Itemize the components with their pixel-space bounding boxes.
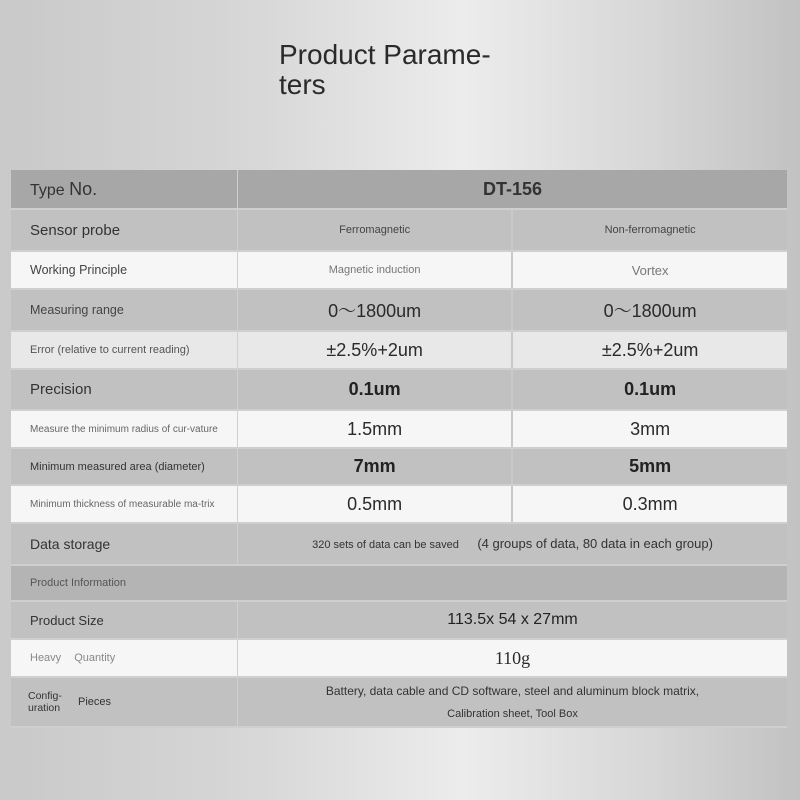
table-row bbox=[11, 331, 787, 369]
row-value-ferro: 0.5mm bbox=[238, 485, 513, 523]
row-value-ferro: Magnetic induction bbox=[238, 251, 513, 289]
row-value-nonferro: 3mm bbox=[512, 410, 787, 448]
data-storage-row bbox=[11, 523, 787, 565]
model-number: DT-156 bbox=[482, 178, 543, 199]
configuration-label-b: Pieces bbox=[78, 696, 112, 708]
weight-value: 110g bbox=[238, 639, 788, 677]
row-label: Working Principle bbox=[11, 251, 238, 289]
row-value-ferro: 7mm bbox=[238, 448, 513, 485]
row-value-ferro: 1.5mm bbox=[238, 410, 513, 448]
table-row bbox=[11, 251, 787, 289]
row-value-ferro: 0.1um bbox=[238, 369, 513, 410]
model-cell bbox=[238, 170, 788, 209]
table-row bbox=[11, 448, 787, 485]
configuration-label-a: Config-uration bbox=[28, 690, 62, 714]
row-value-nonferro: 0.1um bbox=[512, 369, 787, 410]
data-storage-value bbox=[238, 523, 788, 565]
configuration-row bbox=[11, 677, 787, 727]
product-parameters-table bbox=[11, 170, 787, 728]
row-value-ferro: Ferromagnetic bbox=[238, 209, 513, 251]
table-header-row bbox=[11, 170, 787, 209]
row-value-nonferro: 0～1800um bbox=[512, 289, 787, 331]
row-label: Minimum thickness of measurable ma-trix bbox=[11, 485, 238, 523]
weight-row bbox=[11, 639, 787, 677]
quantity-label: Quantity bbox=[74, 652, 116, 664]
configuration-line1: Battery, data cable and CD software, steel and aluminum block matrix, bbox=[325, 684, 700, 698]
product-information-heading: Product Information bbox=[11, 565, 787, 601]
data-storage-capacity: 320 sets of data can be saved bbox=[312, 539, 459, 551]
row-label: Measuring range bbox=[11, 289, 238, 331]
data-storage-groups: (4 groups of data, 80 data in each group) bbox=[477, 536, 713, 551]
type-no-label bbox=[11, 170, 238, 209]
table-row bbox=[11, 369, 787, 410]
row-value-nonferro: ±2.5%+2um bbox=[512, 331, 787, 369]
type-label: Type bbox=[30, 181, 65, 199]
data-storage-label: Data storage bbox=[11, 523, 238, 565]
row-value-ferro: ±2.5%+2um bbox=[238, 331, 513, 369]
row-value-nonferro: Vortex bbox=[512, 251, 787, 289]
configuration-label bbox=[11, 677, 238, 727]
product-size-value: 113.5x 54 x 27mm bbox=[238, 601, 788, 639]
row-value-nonferro: Non-ferromagnetic bbox=[512, 209, 787, 251]
table-row bbox=[11, 209, 787, 251]
configuration-value bbox=[238, 677, 788, 727]
weight-label bbox=[11, 639, 238, 677]
row-label: Measure the minimum radius of cur-vature bbox=[11, 410, 238, 448]
no-label: No. bbox=[69, 178, 98, 199]
product-size-label: Product Size bbox=[11, 601, 238, 639]
table-row bbox=[11, 410, 787, 448]
row-label: Error (relative to current reading) bbox=[11, 331, 238, 369]
heavy-label: Heavy bbox=[30, 652, 62, 664]
row-value-nonferro: 0.3mm bbox=[512, 485, 787, 523]
row-value-ferro: 0～1800um bbox=[238, 289, 513, 331]
table-row bbox=[11, 485, 787, 523]
product-size-row bbox=[11, 601, 787, 639]
page-title bbox=[279, 40, 539, 100]
row-label: Precision bbox=[11, 369, 238, 410]
row-value-nonferro: 5mm bbox=[512, 448, 787, 485]
page-title-line1: Product Parame- bbox=[279, 39, 491, 70]
row-label: Sensor probe bbox=[11, 209, 238, 251]
table-row bbox=[11, 289, 787, 331]
row-label: Minimum measured area (diameter) bbox=[11, 448, 238, 485]
section-row bbox=[11, 565, 787, 601]
page-title-line2: ters bbox=[279, 69, 326, 100]
configuration-line2: Calibration sheet, Tool Box bbox=[447, 708, 578, 720]
